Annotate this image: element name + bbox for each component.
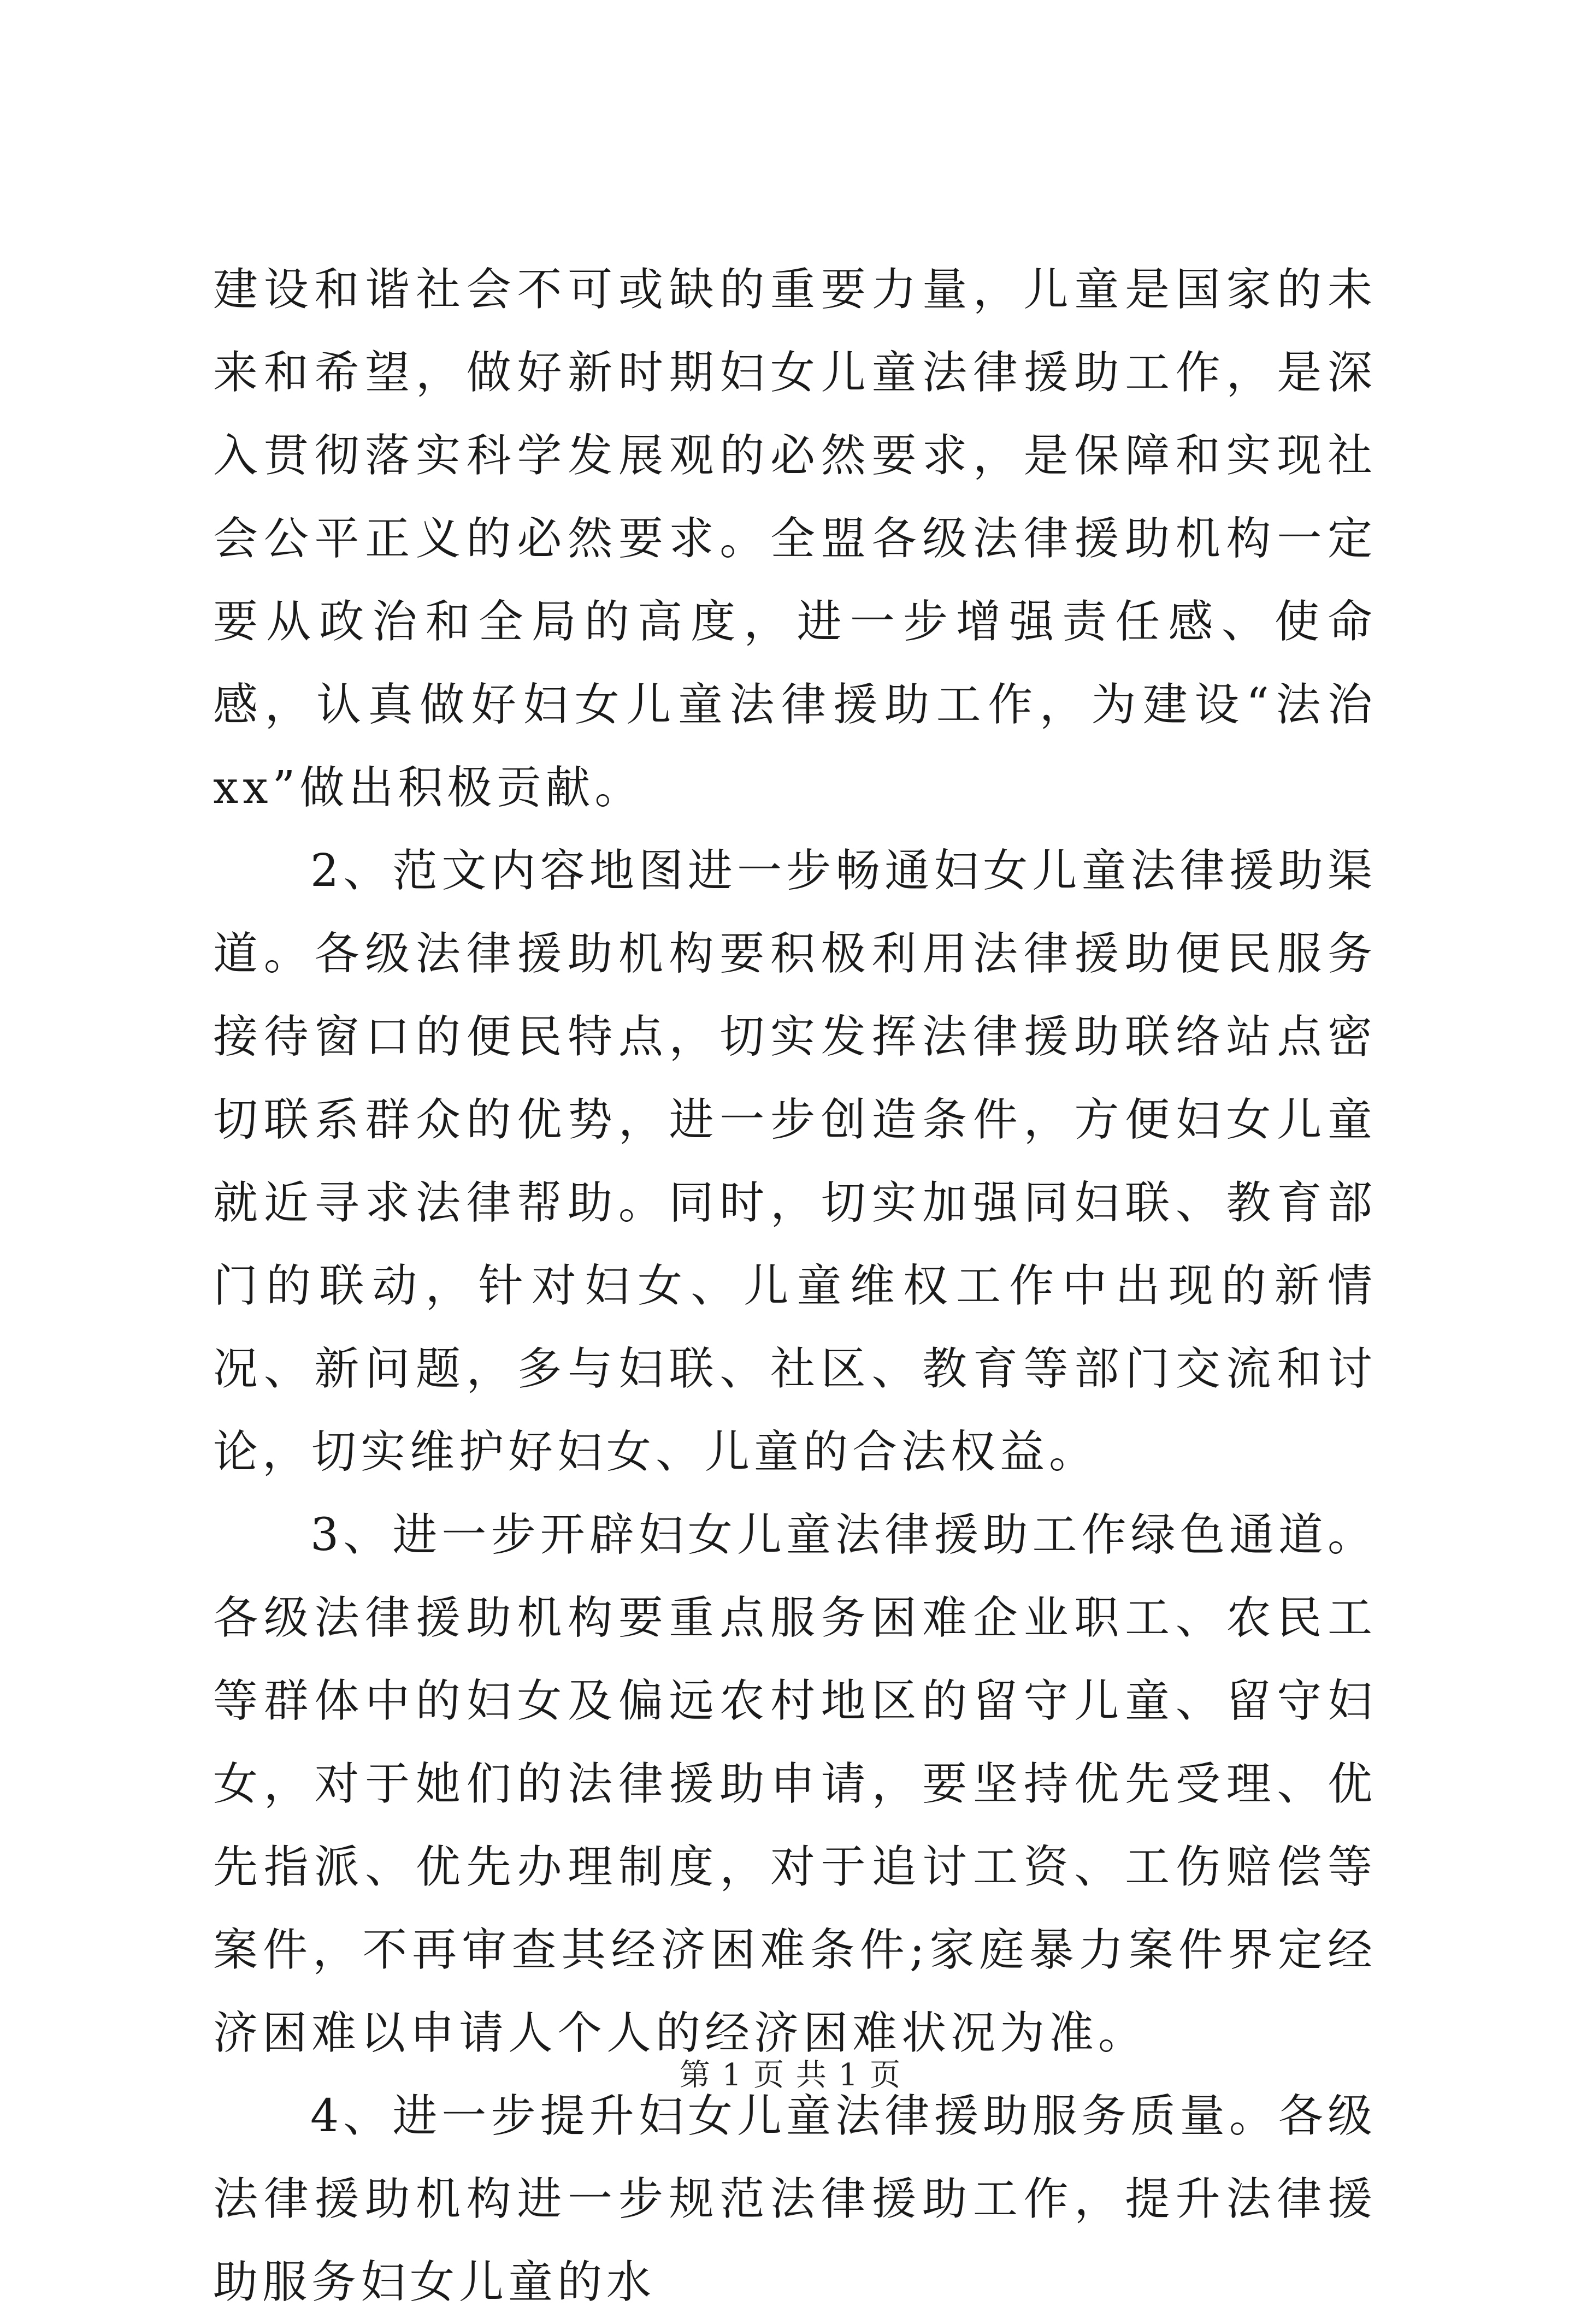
document-body [213, 249, 1377, 2324]
paragraph-1: 建设和谐社会不可或缺的重要力量，儿童是国家的未来和希望，做好新时期妇女儿童法律援助工作，是深入贯彻落实科学发展观的必然要求，是保障和实现社会公平正义的必然要求。全盟各级法律援助机构一定要从政治和全局的高度，进一步增强责任感、使命感，认真做好妇女儿童法律援助工作，为建设“法治xx”做出积极贡献。 [213, 264, 1377, 814]
paragraph-2: 2、范文内容地图进一步畅通妇女儿童法律援助渠道。各级法律援助机构要积极利用法律援助便民服务接待窗口的便民特点，切实发挥法律援助联络站点密切联系群众的优势，进一步创造条件，方便妇女儿童就近寻求法律帮助。同时，切实加强同妇联、教育部门的联动，针对妇女、儿童维权工作中出现的新情况、新问题，多与妇联、社区、教育等部门交流和讨论，切实维护好妇女、儿童的合法权益。 [213, 845, 1377, 1478]
paragraph-4: 4、进一步提升妇女儿童法律援助服务质量。各级法律援助机构进一步规范法律援助工作，提升法律援助服务妇女儿童的水 [213, 2090, 1377, 2308]
paragraph-3: 3、进一步开辟妇女儿童法律援助工作绿色通道。各级法律援助机构要重点服务困难企业职工、农民工等群体中的妇女及偏远农村地区的留守儿童、留守妇女，对于她们的法律援助申请，要坚持优先受理、优先指派、优先办理制度，对于追讨工资、工伤赔偿等案件，不再审查其经济困难条件;家庭暴力案件界定经济困难以申请人个人的经济困难状况为准。 [213, 1509, 1377, 2059]
page-footer: 第 1 页 共 1 页 [679, 2057, 902, 2093]
